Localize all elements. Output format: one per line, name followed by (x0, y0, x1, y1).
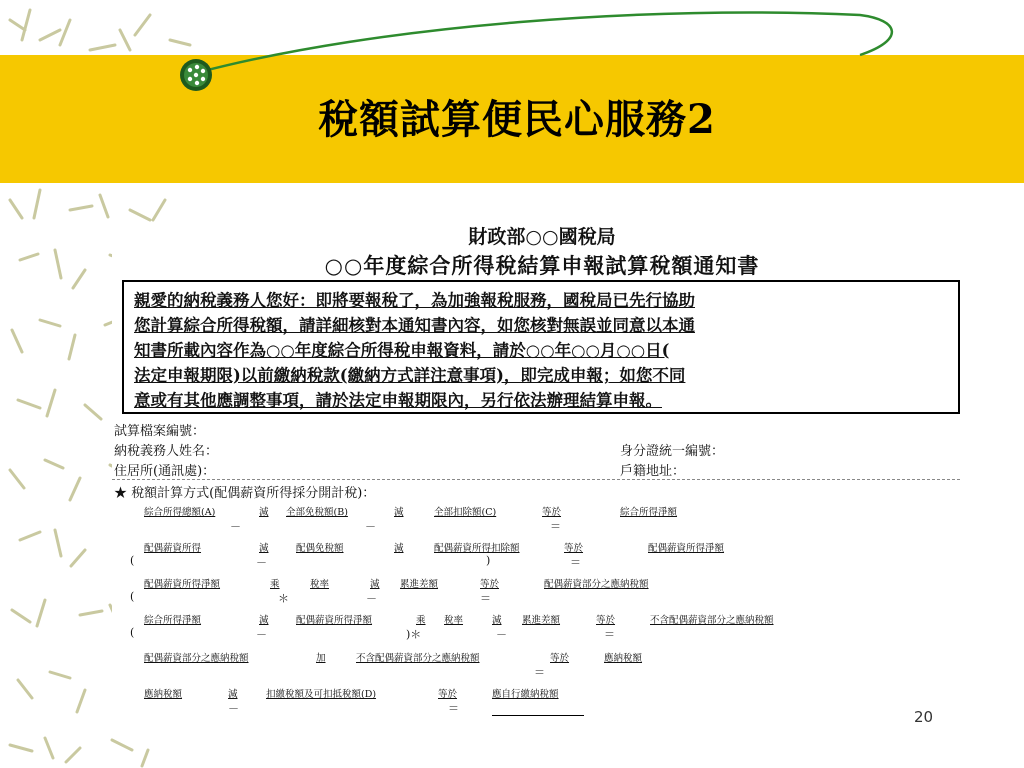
equals-sign: ＝ (550, 520, 561, 533)
minus-sign: － (256, 628, 267, 641)
household-address-label: 戶籍地址： (620, 464, 686, 479)
calc-term: 稅率 (444, 615, 464, 626)
residence-label: 住居所(通訊處)： (114, 464, 216, 479)
calc-term: 配偶薪資所得扣除額 (434, 543, 520, 554)
calc-operator: 等於 (542, 507, 562, 518)
calc-operator: 等於 (438, 689, 458, 700)
calc-operator: 減 (394, 543, 404, 554)
calc-operator: 乘 (416, 615, 426, 626)
calc-operator: 乘 (270, 579, 280, 590)
calc-term: 累進差額 (522, 615, 561, 626)
notice-line: 法定申報期限)以前繳納稅款(繳納方式詳注意事項)，即完成申報；如您不同 (134, 366, 686, 385)
calc-term: 配偶薪資所得 (144, 543, 202, 554)
calc-result: 配偶薪資所得淨額 (648, 543, 725, 554)
close-paren: ) (486, 554, 491, 567)
minus-sign: － (256, 556, 267, 569)
close-paren-times: )＊ (406, 628, 422, 641)
calc-term: 累進差額 (400, 579, 439, 590)
times-sign: ＊ (278, 592, 289, 605)
calc-term: 扣繳稅額及可扣抵稅額(D) (266, 689, 377, 700)
calc-term: 全部免稅額(B) (286, 507, 348, 518)
open-paren: ( (130, 554, 135, 567)
notice-line: 意或有其他應調整事項，請於法定申報期限內，另行依法辦理結算申報。 (134, 391, 662, 410)
calc-term: 全部扣除額(C) (434, 507, 497, 518)
calc-operator: 等於 (596, 615, 616, 626)
minus-sign: － (366, 592, 377, 605)
calc-operator: 減 (228, 689, 238, 700)
calc-operator: 加 (316, 653, 326, 664)
minus-sign: － (228, 702, 239, 715)
document-header-agency: 財政部○○國稅局 (468, 226, 616, 248)
divider (112, 479, 960, 480)
file-number-label: 試算檔案編號： (114, 424, 206, 439)
calc-term: 綜合所得淨額 (144, 615, 202, 626)
open-paren: ( (130, 626, 135, 639)
minus-sign: － (365, 520, 376, 533)
calc-result: 配偶薪資部分之應納稅額 (544, 579, 649, 590)
page-number: 20 (914, 708, 934, 726)
calc-result: 應納稅額 (604, 653, 643, 664)
calc-term: 不含配偶薪資部分之應納稅額 (356, 653, 480, 664)
calculation-method-label: ★ 稅額計算方式(配偶薪資所得採分開計稅)： (114, 486, 376, 501)
equals-sign: ＝ (480, 592, 491, 605)
notice-box (122, 280, 960, 414)
open-paren: ( (130, 590, 135, 603)
calc-operator: 減 (394, 507, 404, 518)
calc-operator: 減 (259, 507, 269, 518)
equals-sign: ＝ (534, 666, 545, 679)
calc-result: 應自行繳納稅額 (492, 689, 559, 700)
calc-operator: 減 (259, 543, 269, 554)
calc-result: 綜合所得淨額 (620, 507, 678, 518)
calc-operator: 減 (492, 615, 502, 626)
calc-operator: 減 (259, 615, 269, 626)
tax-notice-document (112, 222, 972, 720)
equals-sign: ＝ (604, 628, 615, 641)
equals-sign: ＝ (448, 702, 459, 715)
slide-title: 稅額試算便民心服務2 (318, 96, 716, 143)
calc-result: 不含配偶薪資部分之應納稅額 (650, 615, 774, 626)
calc-operator: 等於 (550, 653, 570, 664)
final-amount-line (492, 715, 584, 716)
calc-term: 配偶薪資所得淨額 (296, 615, 373, 626)
notice-line: 親愛的納稅義務人您好：即將要報稅了，為加強報稅服務，國稅局已先行協助 (134, 291, 695, 310)
calc-operator: 等於 (564, 543, 584, 554)
notice-line: 知書所載內容作為○○年度綜合所得稅申報資料，請於○○年○○月○○日( (134, 341, 670, 360)
minus-sign: － (496, 628, 507, 641)
taxpayer-name-label: 納稅義務人姓名： (114, 444, 219, 459)
calc-term: 綜合所得總額(A) (144, 507, 216, 518)
calc-term: 稅率 (310, 579, 330, 590)
calc-term: 配偶免稅額 (296, 543, 344, 554)
calc-operator: 減 (370, 579, 380, 590)
calc-operator: 等於 (480, 579, 500, 590)
calc-term: 配偶薪資所得淨額 (144, 579, 221, 590)
document-header-title: ○○年度綜合所得稅結算申報試算稅額通知書 (324, 253, 760, 278)
equals-sign: ＝ (570, 556, 581, 569)
notice-line: 您計算綜合所得稅額，請詳細核對本通知書內容，如您核對無誤並同意以本通 (134, 316, 695, 335)
calc-term: 應納稅額 (144, 689, 183, 700)
minus-sign: － (230, 520, 241, 533)
calc-term: 配偶薪資部分之應納稅額 (144, 653, 249, 664)
id-number-label: 身分證統一編號： (620, 444, 725, 459)
